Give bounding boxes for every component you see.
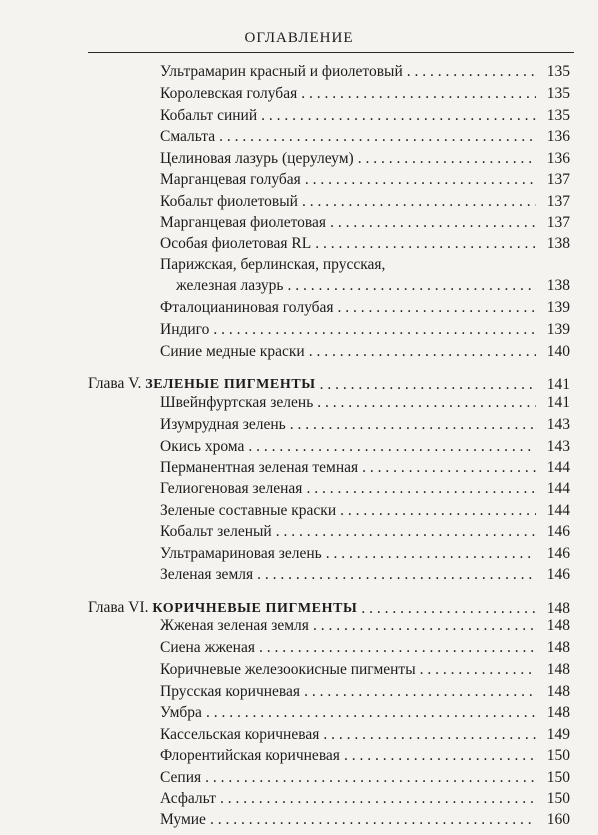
entry-page: 148: [546, 661, 570, 678]
entry-title-line1: Парижская, берлинская, прусская,: [160, 256, 386, 273]
entry-page: 143: [546, 416, 570, 433]
leader-dots: [261, 106, 536, 126]
toc-entry[interactable]: [160, 520, 570, 542]
toc-entry[interactable]: [160, 296, 570, 318]
entry-title: Фталоцианиновая голубая: [160, 299, 334, 316]
toc-entry[interactable]: [160, 340, 570, 362]
leader-dots: [302, 192, 536, 212]
leader-dots: [420, 660, 536, 680]
leader-dots: [305, 170, 536, 190]
leader-dots: [306, 479, 536, 499]
toc-entry[interactable]: [160, 658, 570, 680]
toc-entry[interactable]: [160, 190, 570, 212]
entry-page: 139: [546, 321, 570, 338]
entry-page: 137: [546, 214, 570, 231]
leader-dots: [344, 746, 536, 766]
entry-title: Марганцевая фиолетовая: [160, 214, 327, 231]
header-rule: [88, 52, 574, 53]
entry-title: Коричневые железоокисные пигменты: [160, 661, 416, 678]
toc-entry[interactable]: [160, 744, 570, 766]
entry-page: 136: [546, 150, 570, 167]
leader-dots: [290, 415, 536, 435]
entry-page: 149: [546, 726, 570, 743]
leader-dots: [340, 501, 536, 521]
entry-title: Зеленые составные краски: [160, 502, 337, 519]
chapter-page: 148: [546, 600, 570, 617]
entry-page: 148: [546, 683, 570, 700]
toc-entry[interactable]: [160, 456, 570, 478]
entry-title: Ультрамариновая зелень: [160, 545, 322, 562]
entry-page: 150: [546, 790, 570, 807]
leader-dots: [257, 565, 536, 585]
leader-dots: [338, 298, 536, 318]
chapter-title: ЗЕЛЕНЫЕ ПИГМЕНТЫ: [145, 377, 316, 392]
entry-page: 139: [546, 299, 570, 316]
entry-title: Окись хрома: [160, 438, 245, 455]
entry-page: 146: [546, 566, 570, 583]
entry-title: Умбра: [160, 704, 202, 721]
toc-entry[interactable]: [160, 477, 570, 499]
leader-dots: [259, 638, 536, 658]
leader-dots: [219, 127, 536, 147]
entry-title: Жженая зеленая земля: [160, 617, 309, 634]
toc-entry[interactable]: [160, 125, 570, 147]
toc-entry[interactable]: [160, 232, 570, 254]
entry-page: 135: [546, 85, 570, 102]
entry-page: 141: [546, 394, 570, 411]
entry-title: Мумие: [160, 811, 206, 828]
entry-page: 137: [546, 171, 570, 188]
toc-entry[interactable]: [160, 636, 570, 658]
entry-title: Индиго: [160, 321, 210, 338]
chapter-prefix: Глава V.: [88, 375, 142, 392]
chapter-prefix: Глава VI.: [88, 599, 149, 616]
entry-title: Швейнфуртская зелень: [160, 394, 314, 411]
leader-dots: [330, 213, 536, 233]
entry-page: 144: [546, 480, 570, 497]
toc-entry[interactable]: [160, 563, 570, 585]
leader-dots: [304, 682, 536, 702]
toc-entry[interactable]: [160, 318, 570, 340]
toc-entry[interactable]: [160, 391, 570, 413]
toc-entry[interactable]: [160, 680, 570, 702]
toc-entry[interactable]: [160, 147, 570, 169]
leader-dots: [220, 789, 536, 809]
toc-entry[interactable]: [160, 60, 570, 82]
entry-page: 138: [546, 277, 570, 294]
entry-page: 136: [546, 128, 570, 145]
entry-page: 137: [546, 193, 570, 210]
entry-page: 150: [546, 769, 570, 786]
entry-title: Королевская голубая: [160, 85, 298, 102]
entry-title: Целиновая лазурь (церулеум): [160, 150, 354, 167]
toc-entry[interactable]: [176, 274, 570, 296]
entry-page: 144: [546, 459, 570, 476]
leader-dots: [323, 725, 536, 745]
entry-title: Кассельская коричневая: [160, 726, 320, 743]
leader-dots: [301, 84, 536, 104]
entry-title: Марганцевая голубая: [160, 171, 301, 188]
leader-dots: [205, 768, 536, 788]
entry-title: Кобальт фиолетовый: [160, 193, 298, 210]
entry-title: Ультрамарин красный и фиолетовый: [160, 63, 403, 80]
toc-entry[interactable]: [160, 211, 570, 233]
entry-page: 150: [546, 747, 570, 764]
entry-page: 160: [546, 811, 570, 828]
leader-dots: [315, 234, 536, 254]
toc-entry[interactable]: [160, 435, 570, 457]
entry-page: 146: [546, 523, 570, 540]
entry-title: Асфальт: [160, 790, 216, 807]
page-title: ОГЛАВЛЕНИЕ: [244, 30, 354, 46]
entry-title: Сиена жженая: [160, 639, 255, 656]
entry-title: Синие медные краски: [160, 343, 305, 360]
entry-title: Флорентийская коричневая: [160, 747, 340, 764]
leader-dots: [362, 458, 536, 478]
entry-title-line2: железная лазурь: [176, 277, 284, 294]
toc-entry[interactable]: [160, 82, 570, 104]
toc-entry[interactable]: [160, 787, 570, 809]
toc-entry[interactable]: [160, 168, 570, 190]
leader-dots: [313, 616, 536, 636]
leader-dots: [210, 810, 536, 830]
toc-entry[interactable]: [160, 413, 570, 435]
leader-dots: [287, 276, 536, 296]
toc-entry[interactable]: [160, 723, 570, 745]
toc-entry[interactable]: [160, 808, 570, 830]
entry-title: Изумрудная зелень: [160, 416, 286, 433]
entry-title: Сепия: [160, 769, 202, 786]
toc-entry[interactable]: [160, 701, 570, 723]
leader-dots: [206, 703, 536, 723]
entry-title: Кобальт синий: [160, 107, 258, 124]
leader-dots: [358, 149, 536, 169]
leader-dots: [213, 320, 536, 340]
toc-entry[interactable]: [160, 499, 570, 521]
chapter-title: КОРИЧНЕВЫЕ ПИГМЕНТЫ: [152, 601, 358, 616]
entry-page: 135: [546, 107, 570, 124]
toc-entry[interactable]: [160, 766, 570, 788]
entry-page: 148: [546, 617, 570, 634]
entry-page: 144: [546, 502, 570, 519]
entry-title: Гелиогеновая зеленая: [160, 480, 303, 497]
toc-entry[interactable]: [160, 614, 570, 636]
entry-page: 138: [546, 235, 570, 252]
leader-dots: [326, 544, 536, 564]
leader-dots: [248, 437, 536, 457]
entry-title: Прусская коричневая: [160, 683, 301, 700]
leader-dots: [276, 522, 536, 542]
chapter-page: 141: [546, 376, 570, 393]
entry-page: 148: [546, 639, 570, 656]
entry-page: 148: [546, 704, 570, 721]
entry-title: Особая фиолетовая RL: [160, 235, 312, 252]
entry-page: 143: [546, 438, 570, 455]
toc-entry[interactable]: [160, 104, 570, 126]
entry-title: Перманентная зеленая темная: [160, 459, 359, 476]
leader-dots: [317, 393, 536, 413]
leader-dots: [407, 62, 536, 82]
entry-title: Зеленая земля: [160, 566, 254, 583]
toc-entry[interactable]: [160, 542, 570, 564]
entry-page: 140: [546, 343, 570, 360]
entry-page: 135: [546, 63, 570, 80]
entry-page: 146: [546, 545, 570, 562]
entry-title: Кобальт зеленый: [160, 523, 272, 540]
leader-dots: [309, 342, 536, 362]
entry-title: Смальта: [160, 128, 216, 145]
